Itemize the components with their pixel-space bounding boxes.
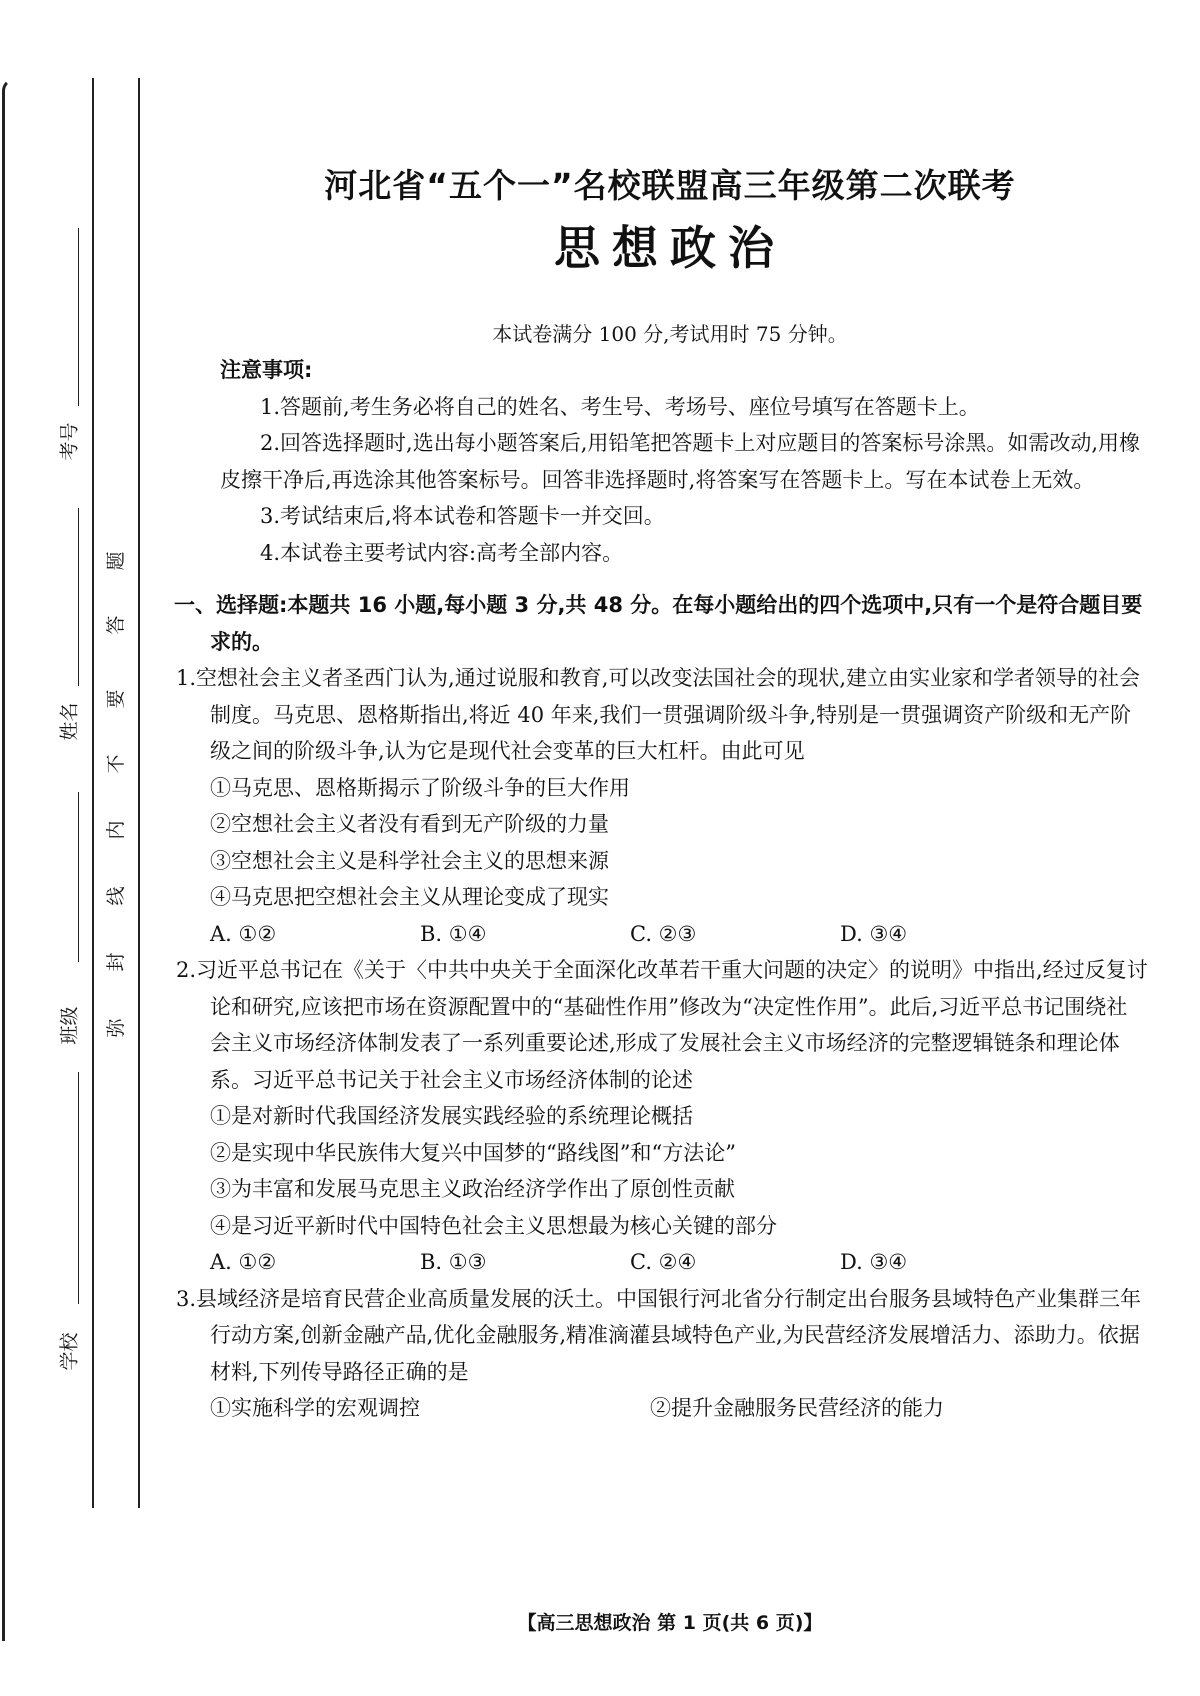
warning-char: 内 [105,820,127,840]
name-line [78,508,79,686]
margin-line-inner [138,78,140,1508]
page-footer: 【高三思想政治 第 1 页(共 6 页)】 [517,1612,823,1634]
section-heading: 一、选择题:本题共 16 小题,每小题 3 分,共 48 分。在每小题给出的四个选项中,只有一个是符合题目要求的。 [174,593,1143,654]
answer-options [176,916,1148,953]
question-stem: 2.习近平总书记在《关于〈中共中央关于全面深化改革若干重大问题的决定〉的说明》中指出,经过反复讨论和研究,应该把市场在资源配置中的“基础性作用”修改为“决定性作用”。此后,习近平总书记围绕社会主义市场经济体制发表了一系列重要论述,形成了发展社会主义市场经济的完整逻辑链条和理论体系。习近平总书记关于社会主义市场经济体制的论述 [176,958,1148,1092]
question-statement: ②是实现中华民族伟大复兴中国梦的“路线图”和“方法论” [210,1140,736,1165]
notice-heading: 注意事项: [220,358,313,382]
exam-title: 河北省“五个一”名校联盟高三年级第二次联考 [324,166,1016,205]
question-statement: ①是对新时代我国经济发展实践经验的系统理论概括 [210,1104,693,1128]
notice-item: 4.本试卷主要考试内容:高考全部内容。 [260,540,624,565]
question-statement: ①马克思、恩格斯揭示了阶级斗争的巨大作用 [210,775,630,800]
warning-char: 封 [105,952,127,972]
option-a[interactable]: A. ①② [210,921,277,946]
school-label: 学校 [58,1332,81,1371]
option-d[interactable]: D. ③④ [840,921,908,946]
question-statement: ④马克思把空想社会主义从理论变成了现实 [210,885,609,909]
page-edge-mark [2,78,15,1641]
notice-item: 3.考试结束后,将本试卷和答题卡一并交回。 [260,504,665,528]
exam-content [174,352,1148,1427]
notice-item: 1.答题前,考生务必将自己的姓名、考生号、考场号、座位号填写在答题卡上。 [260,394,980,419]
question-statement: ③为丰富和发展马克思主义政治经济学作出了原创性贡献 [210,1177,735,1201]
question-statement: ②提升金融服务民营经济的能力 [650,1396,944,1420]
option-a[interactable]: A. ①② [210,1250,277,1274]
warning-char: 不 [105,754,127,774]
warning-char: 弥 [105,1018,127,1038]
question-statement: ④是习近平新时代中国特色社会主义思想最为核心关键的部分 [210,1213,777,1238]
question-statement: ②空想社会主义者没有看到无产阶级的力量 [210,812,609,836]
exam-meta: 本试卷满分 100 分,考试用时 75 分钟。 [492,322,848,346]
answer-options [176,1244,1148,1281]
name-label: 姓名 [58,702,81,741]
margin-line-outer [92,78,94,1508]
warning-char: 线 [105,886,127,906]
exam-number-label: 考号 [58,422,81,461]
option-b[interactable]: B. ①③ [420,1250,487,1274]
option-b[interactable]: B. ①④ [420,921,487,946]
class-label: 班级 [58,1006,81,1045]
warning-char: 要 [105,689,127,709]
question-statement: ①实施科学的宏观调控 [210,1396,420,1420]
subject-title: 思想政治 [554,221,786,275]
notice-item: 2.回答选择题时,选出每小题答案后,用铅笔把答题卡上对应题目的答案标号涂黑。如需改动,用橡皮擦干净后,再选涂其他答案标号。回答非选择题时,将答案写在答题卡上。写在本试卷上无效。 [220,431,1141,492]
question-stem: 1.空想社会主义者圣西门认为,通过说服和教育,可以改变法国社会的现状,建立由实业家和学者领导的社会制度。马克思、恩格斯指出,将近 40 年来,我们一贯强调阶级斗争,特别是一贯强调资产阶级和无产阶级之间的阶级斗争,认为它是现代社会变革的巨大杠杆。由此可见 [176,666,1141,763]
school-line [78,1072,79,1304]
class-line [78,792,79,962]
option-c[interactable]: C. ②④ [630,1250,697,1274]
warning-char: 题 [105,551,127,571]
exam-number-line [78,228,79,406]
question-statements-row [176,1390,1148,1427]
warning-char: 答 [105,615,127,635]
option-c[interactable]: C. ②③ [630,921,697,946]
question-stem: 3.县域经济是培育民营企业高质量发展的沃土。中国银行河北省分行制定出台服务县域特色产业集群三年行动方案,创新金融产品,优化金融服务,精准滴灌县域特色产业,为民营经济发展增活力、添助力。依据材料,下列传导路径正确的是 [176,1286,1142,1384]
option-d[interactable]: D. ③④ [840,1250,908,1274]
question-statement: ③空想社会主义是科学社会主义的思想来源 [210,848,609,873]
